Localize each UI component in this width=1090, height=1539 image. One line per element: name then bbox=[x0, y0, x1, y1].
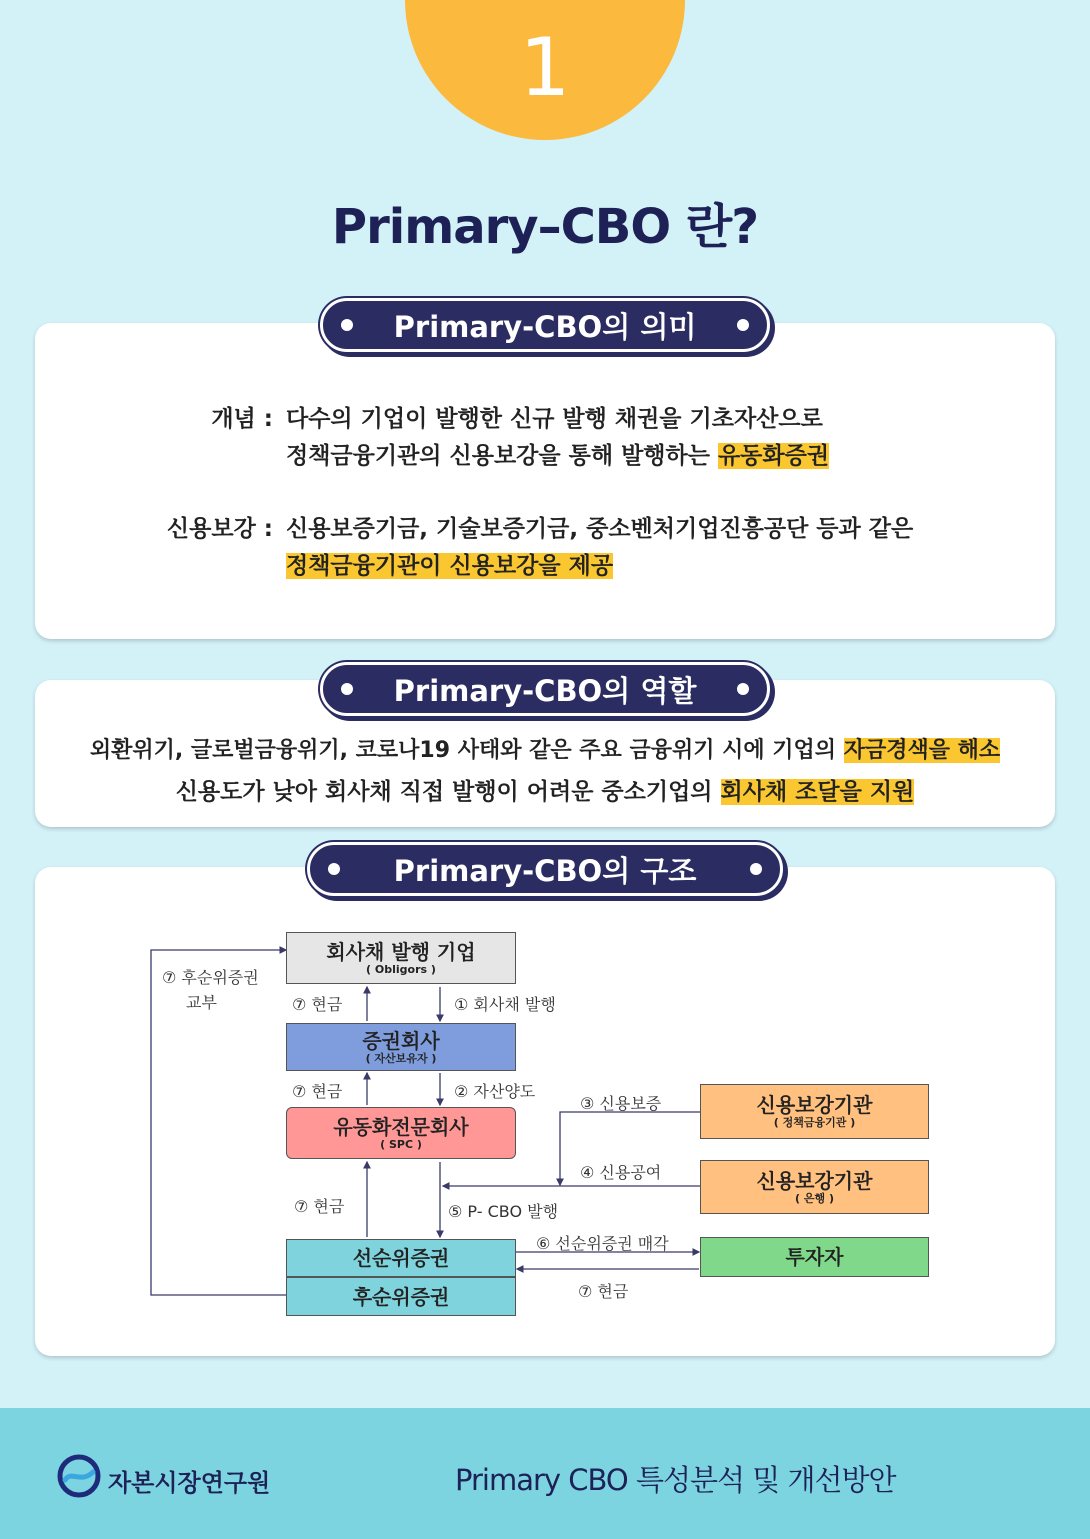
securities-box bbox=[286, 1023, 516, 1071]
role-heading bbox=[320, 662, 770, 716]
org-name: 자본시장연구원 bbox=[108, 1469, 271, 1497]
credit-row bbox=[35, 511, 1055, 591]
spc-title: 유동화전문회사 bbox=[333, 1114, 469, 1139]
credit-line-label: ④ 신용공여 bbox=[580, 1163, 662, 1182]
footer bbox=[0, 1408, 1090, 1539]
investor-box bbox=[700, 1237, 929, 1277]
issuer-box bbox=[286, 932, 516, 984]
structure-heading-text: Primary-CBO의 구조 bbox=[393, 853, 697, 888]
credit-line-1: 신용보증기금, 기술보증기금, 중소벤처기업진흥공단 등과 같은 bbox=[286, 516, 914, 542]
concept-line-1: 다수의 기업이 발행한 신규 발행 채권을 기초자산으로 bbox=[286, 406, 823, 432]
org-logo-icon bbox=[57, 1454, 101, 1498]
guarantor-policy-box bbox=[700, 1084, 929, 1139]
asset-transfer-label: ② 자산양도 bbox=[454, 1082, 536, 1101]
dot-icon bbox=[737, 319, 749, 331]
structure-heading bbox=[307, 842, 783, 896]
role-text-2: 신용도가 낮아 회사채 직접 발행이 어려운 중소기업의 bbox=[175, 779, 721, 805]
guarantor-bank-sub: ( 은행 ) bbox=[795, 1191, 834, 1205]
guarantor-policy-title: 신용보강기관 bbox=[756, 1093, 873, 1117]
junior-delivery-label: ⑦ 후순위증권 bbox=[162, 968, 259, 987]
concept-line-2 bbox=[286, 438, 829, 475]
issuer-title: 회사채 발행 기업 bbox=[326, 939, 476, 964]
junior-tranche-box bbox=[286, 1277, 516, 1316]
senior-sale-label: ⑥ 선순위증권 매각 bbox=[536, 1234, 669, 1253]
cash-label-c: ⑦ 현금 bbox=[294, 1197, 345, 1216]
dot-icon bbox=[750, 863, 762, 875]
guarantor-bank-title: 신용보강기관 bbox=[756, 1168, 873, 1193]
dot-icon bbox=[341, 683, 353, 695]
spc-box bbox=[286, 1107, 516, 1159]
concept-highlight: 유동화증권 bbox=[717, 443, 830, 469]
cash-label-d: ⑦ 현금 bbox=[578, 1282, 629, 1301]
concept-row bbox=[35, 401, 1055, 481]
role-heading-text: Primary-CBO의 역할 bbox=[393, 673, 697, 708]
credit-highlight: 정책금융기관이 신용보강을 제공 bbox=[286, 553, 614, 579]
page-title: Primary–CBO 란? bbox=[331, 199, 759, 255]
guarantor-bank-box bbox=[700, 1160, 929, 1214]
pcbo-issue-label: ⑤ P- CBO 발행 bbox=[448, 1202, 559, 1221]
spc-sub: ( SPC ) bbox=[380, 1137, 422, 1151]
dot-icon bbox=[341, 319, 353, 331]
dot-icon bbox=[737, 683, 749, 695]
dot-icon bbox=[328, 863, 340, 875]
junior-delivery-label-2: 교부 bbox=[186, 993, 217, 1012]
meaning-heading-text: Primary-CBO의 의미 bbox=[393, 309, 697, 344]
role-text-1: 외환위기, 글로벌금융위기, 코로나19 사태와 같은 주요 금융위기 시에 기업의 bbox=[89, 738, 844, 763]
role-line-2 bbox=[35, 772, 1055, 812]
securities-sub: ( 자산보유자 ) bbox=[365, 1051, 437, 1065]
role-line-1 bbox=[35, 731, 1055, 771]
concept-label: 개념 : bbox=[211, 406, 273, 432]
cash-label-a: ⑦ 현금 bbox=[292, 995, 343, 1014]
role-highlight-2: 회사채 조달을 지원 bbox=[720, 779, 915, 805]
meaning-heading bbox=[320, 298, 770, 352]
securities-title: 증권회사 bbox=[362, 1028, 440, 1053]
credit-line-2 bbox=[286, 548, 613, 585]
section-number: 1 bbox=[519, 21, 571, 114]
credit-guarantee-label: ③ 신용보증 bbox=[580, 1094, 662, 1113]
section-number-badge bbox=[405, 0, 685, 140]
meaning-card bbox=[35, 323, 1055, 639]
issuer-sub: ( Obligors ) bbox=[366, 962, 436, 976]
bond-issue-label: ① 회사채 발행 bbox=[454, 995, 556, 1014]
publication-title: Primary CBO 특성분석 및 개선방안 bbox=[455, 1463, 896, 1497]
junior-tranche-title: 후순위증권 bbox=[352, 1284, 450, 1309]
cash-label-b: ⑦ 현금 bbox=[292, 1082, 343, 1101]
credit-label: 신용보강 : bbox=[166, 516, 273, 542]
role-highlight-1: 자금경색을 해소 bbox=[843, 738, 1001, 763]
senior-tranche-title: 선순위증권 bbox=[352, 1246, 450, 1270]
guarantor-policy-sub: ( 정책금융기관 ) bbox=[773, 1116, 856, 1129]
senior-tranche-box bbox=[286, 1239, 516, 1277]
concept-text: 정책금융기관의 신용보강을 통해 발행하는 bbox=[286, 443, 718, 469]
investor-title: 투자자 bbox=[785, 1245, 844, 1269]
